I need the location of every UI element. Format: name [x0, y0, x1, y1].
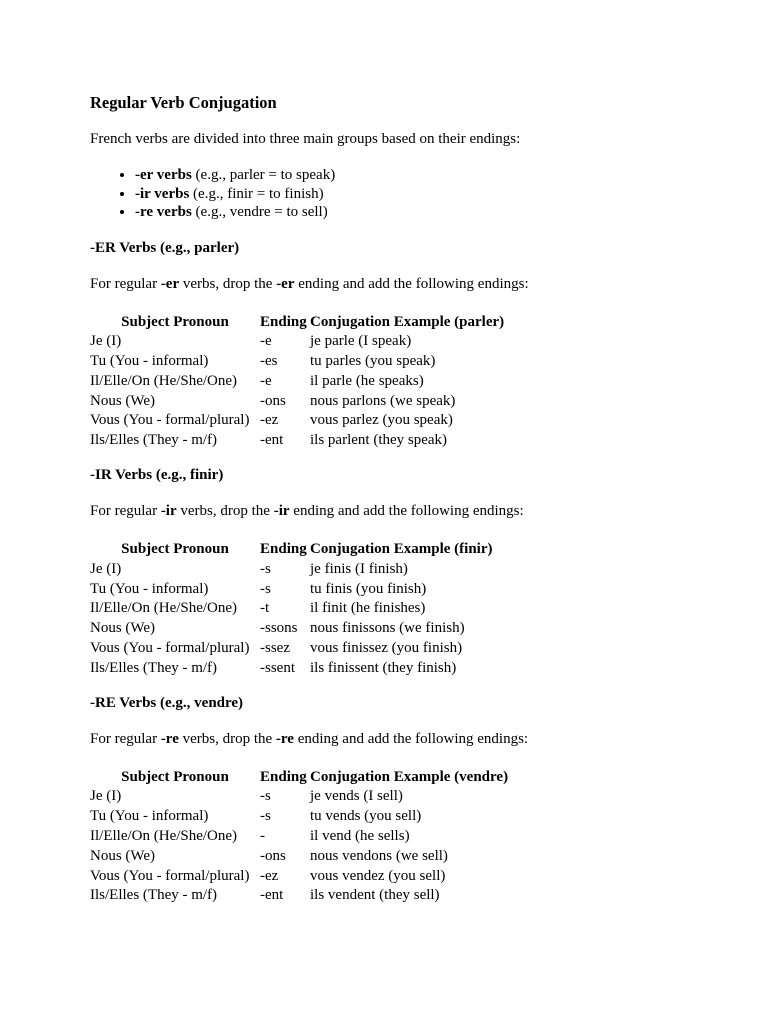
table-cell: Tu (You - informal)	[90, 353, 209, 370]
table-row	[90, 827, 508, 847]
table-row	[90, 352, 504, 372]
table-row	[90, 847, 508, 867]
table-row	[90, 619, 493, 639]
intro-paragraph: French verbs are divided into three main groups based on their endings:	[90, 131, 521, 147]
list-item	[135, 185, 710, 204]
table-cell: Vous (You - formal/plural)	[90, 867, 250, 884]
section-rule-er: For regular -er verbs, drop the -er ending and add the following endings:	[90, 275, 529, 292]
table-row	[90, 411, 504, 431]
table-cell: -ssez	[260, 640, 290, 657]
column-header: Ending	[260, 313, 307, 330]
section-rule-re: For regular -re verbs, drop the -re ending and add the following endings:	[90, 730, 529, 747]
table-header-row	[90, 540, 493, 560]
table-cell: Je (I)	[90, 333, 122, 350]
table-cell: -t	[260, 600, 270, 617]
table-row	[90, 867, 508, 887]
table-cell: Tu (You - informal)	[90, 808, 209, 825]
table-cell: nous parlons (we speak)	[310, 392, 456, 409]
section-heading-re: -RE Verbs (e.g., vendre)	[90, 694, 244, 711]
table-row	[90, 580, 493, 600]
conjugation-table-er	[90, 313, 504, 452]
table-cell: je vends (I sell)	[310, 788, 403, 805]
table-row	[90, 807, 508, 827]
list-item-term: -er verbs	[135, 167, 192, 183]
table-row	[90, 787, 508, 807]
table-cell: -ssons	[260, 620, 298, 637]
table-cell: -e	[260, 333, 272, 350]
list-item-desc: (e.g., vendre = to sell)	[191, 204, 328, 220]
table-cell: -es	[260, 353, 278, 370]
section-heading-ir: -IR Verbs (e.g., finir)	[90, 467, 224, 484]
column-header: Conjugation Example (finir)	[310, 541, 493, 558]
table-cell: il vend (he sells)	[310, 828, 410, 845]
table-cell: il finit (he finishes)	[310, 600, 426, 617]
table-row	[90, 659, 493, 679]
table-header-row	[90, 768, 508, 788]
table-cell: Il/Elle/On (He/She/One)	[90, 600, 238, 617]
table-header-row	[90, 313, 504, 333]
table-cell: tu parles (you speak)	[310, 353, 436, 370]
table-cell: Tu (You - informal)	[90, 580, 209, 597]
table-cell: Nous (We)	[90, 847, 156, 864]
table-cell: nous vendons (we sell)	[310, 847, 448, 864]
table-cell: -e	[260, 372, 272, 389]
section-heading-er: -ER Verbs (e.g., parler)	[90, 239, 240, 256]
table-cell: Nous (We)	[90, 392, 156, 409]
table-row	[90, 639, 493, 659]
table-cell: -s	[260, 580, 271, 597]
document-page	[90, 92, 710, 906]
column-header: Subject Pronoun	[121, 313, 229, 330]
list-item-desc: (e.g., finir = to finish)	[189, 185, 324, 202]
table-cell: -ent	[260, 887, 284, 904]
table-cell: je finis (I finish)	[310, 560, 408, 577]
table-cell: il parle (he speaks)	[310, 372, 424, 389]
conjugation-table-re	[90, 768, 508, 907]
column-header: Ending	[260, 541, 307, 558]
table-cell: nous finissons (we finish)	[310, 620, 465, 637]
table-cell: Je (I)	[90, 788, 122, 805]
table-row	[90, 886, 508, 906]
table-cell: je parle (I speak)	[310, 333, 412, 350]
table-cell: ils vendent (they sell)	[310, 887, 440, 904]
table-cell: Il/Elle/On (He/She/One)	[90, 372, 238, 389]
conjugation-table-ir	[90, 540, 493, 679]
table-cell: -ent	[260, 432, 284, 449]
table-cell: -ssent	[260, 659, 295, 676]
table-row	[90, 392, 504, 412]
table-cell: ils finissent (they finish)	[310, 659, 457, 676]
list-item-term: -ir verbs	[135, 185, 190, 202]
table-cell: -ons	[260, 392, 286, 409]
table-row	[90, 431, 504, 451]
table-cell: Ils/Elles (They - m/f)	[90, 659, 218, 676]
table-cell: -ons	[260, 847, 286, 864]
table-cell: Il/Elle/On (He/She/One)	[90, 828, 238, 845]
table-row	[90, 560, 493, 580]
column-header: Subject Pronoun	[121, 768, 229, 785]
section-rule-ir: For regular -ir verbs, drop the -ir ending and add the following endings:	[90, 503, 524, 520]
table-cell: tu vends (you sell)	[310, 808, 422, 825]
table-cell: vous finissez (you finish)	[310, 640, 463, 657]
column-header: Subject Pronoun	[121, 541, 229, 558]
table-row	[90, 332, 504, 352]
table-cell: -ez	[260, 867, 279, 884]
page-title: Regular Verb Conjugation	[90, 93, 277, 112]
table-cell: Ils/Elles (They - m/f)	[90, 432, 218, 449]
list-item-desc: (e.g., parler = to speak)	[191, 167, 336, 183]
table-cell: vous vendez (you sell)	[310, 867, 446, 884]
table-cell: Vous (You - formal/plural)	[90, 640, 250, 657]
table-cell: -s	[260, 808, 271, 825]
verb-groups-list	[90, 166, 710, 222]
table-cell: -ez	[260, 412, 279, 429]
table-cell: Nous (We)	[90, 620, 156, 637]
table-cell: Vous (You - formal/plural)	[90, 412, 250, 429]
table-cell: vous parlez (you speak)	[310, 412, 453, 429]
table-cell: tu finis (you finish)	[310, 580, 427, 597]
table-cell: ils parlent (they speak)	[310, 432, 448, 449]
list-item	[135, 203, 710, 222]
column-header: Ending	[260, 768, 307, 785]
table-row	[90, 372, 504, 392]
table-cell: Ils/Elles (They - m/f)	[90, 887, 218, 904]
table-cell: -s	[260, 560, 271, 577]
column-header: Conjugation Example (parler)	[310, 313, 505, 330]
table-cell: -	[260, 828, 265, 845]
table-row	[90, 599, 493, 619]
column-header: Conjugation Example (vendre)	[310, 768, 509, 785]
list-item-term: -re verbs	[135, 204, 192, 220]
table-cell: Je (I)	[90, 560, 122, 577]
list-item	[135, 166, 710, 185]
table-cell: -s	[260, 788, 271, 805]
